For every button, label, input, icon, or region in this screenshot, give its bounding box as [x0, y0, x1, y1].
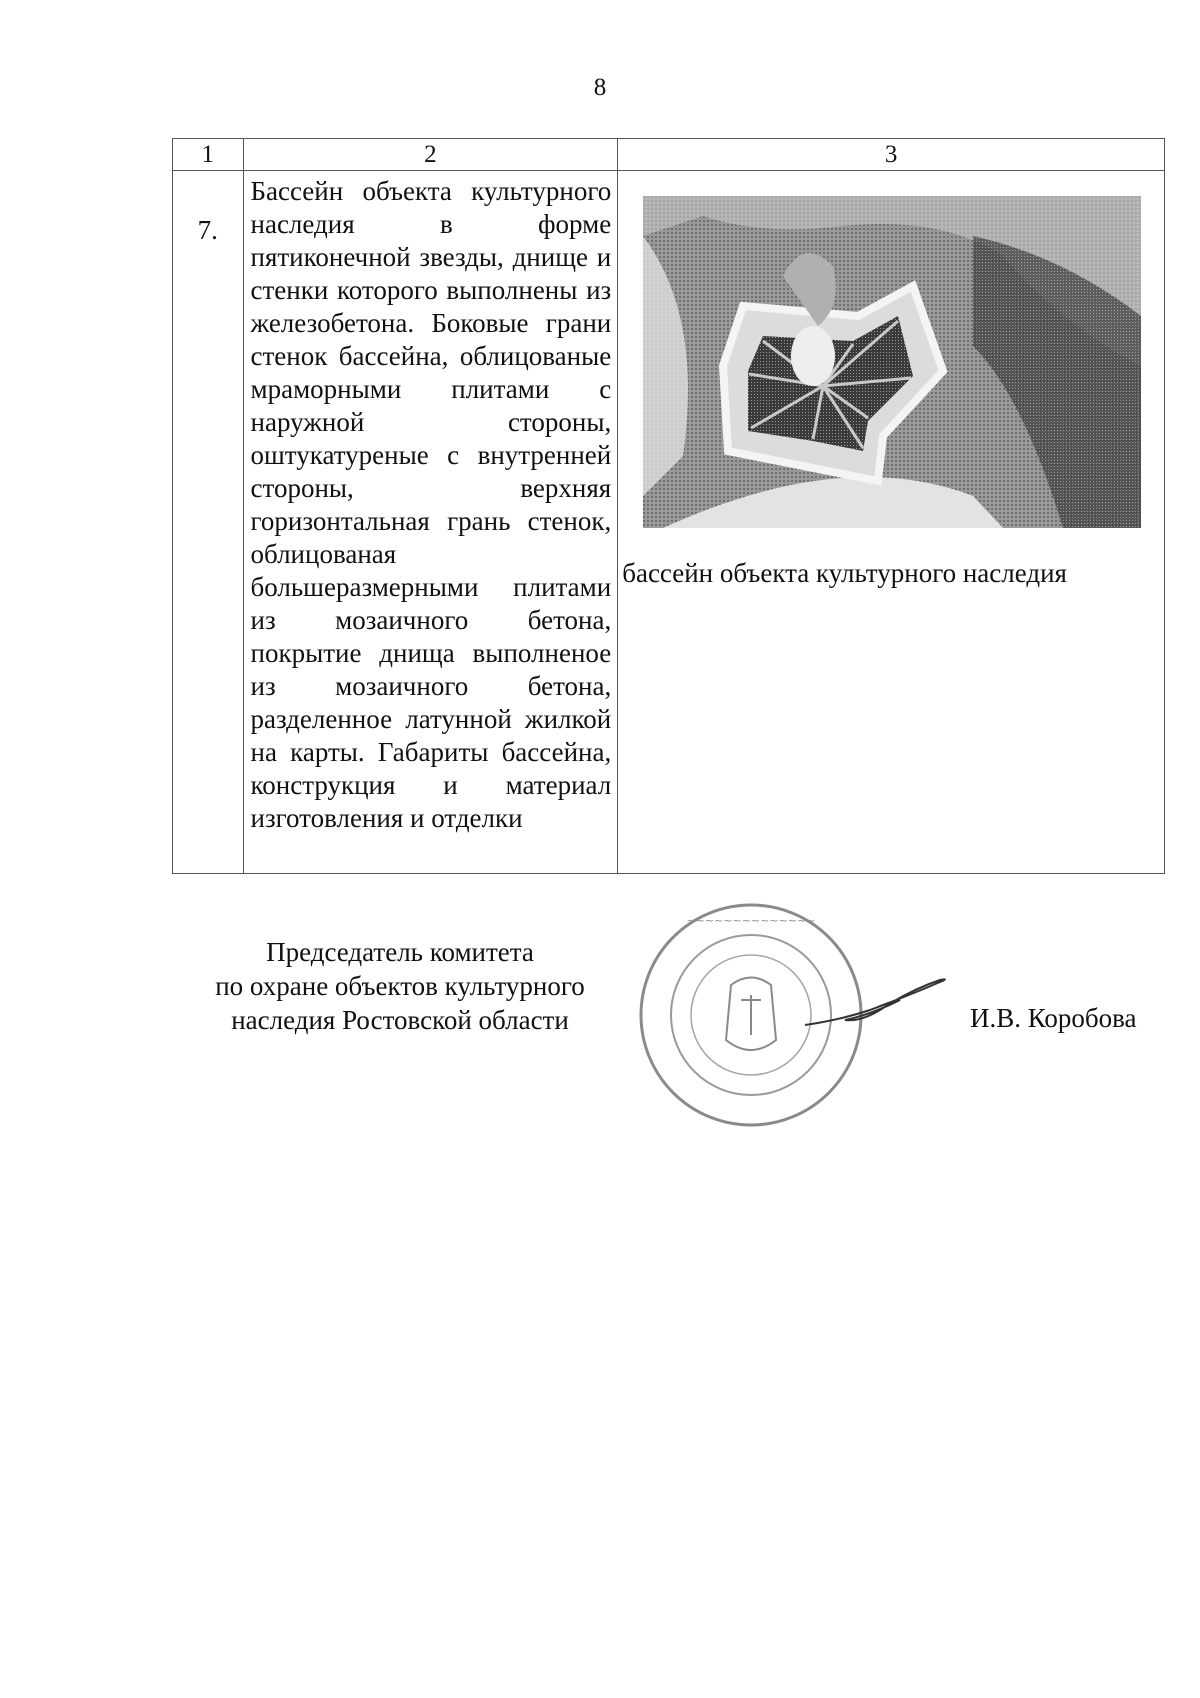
signer-title: [190, 935, 610, 1037]
handwritten-signature: [800, 970, 950, 1040]
signer-title-line: наследия Ростовской области: [231, 1005, 569, 1035]
column-header-1: 1: [173, 139, 244, 171]
photo-caption: бассейн объекта культурного наследия: [622, 558, 1067, 588]
signer-title-line: по охране объектов культурного: [215, 971, 585, 1001]
signer-title-line: Председатель комитета: [266, 937, 534, 967]
object-description: Бассейн объекта культурного наследия в форме пятиконечной звезды, днище и стенки которого выполнены из железобетона. Боковые грани стенок бассейна, облицованые мраморными плитами с наружной стороны, оштукатуреные с внутренней стороны, верхняя горизонтальная грань стенок, облицованая большеразмерными плитами из мозаичного бетона, покрытие днища выполненое из мозаичного бетона, разделенное латунной жилкой на карты. Габариты бассейна, конструкция и материал изготовления и отделки: [243, 171, 618, 874]
signer-name: И.В. Коробова: [970, 1003, 1137, 1033]
table-header-row: [173, 139, 1165, 171]
table-row: [173, 171, 1165, 874]
pool-photo: [643, 196, 1141, 528]
row-number: 7.: [173, 171, 244, 874]
column-header-2: 2: [243, 139, 618, 171]
page-number: 8: [593, 74, 607, 101]
photo-cell: [618, 171, 1165, 874]
heritage-object-table: [172, 138, 1165, 874]
svg-text:~~~~~~~~~~~~~~: ~~~~~~~~~~~~~~: [686, 914, 816, 927]
column-header-3: 3: [618, 139, 1165, 171]
